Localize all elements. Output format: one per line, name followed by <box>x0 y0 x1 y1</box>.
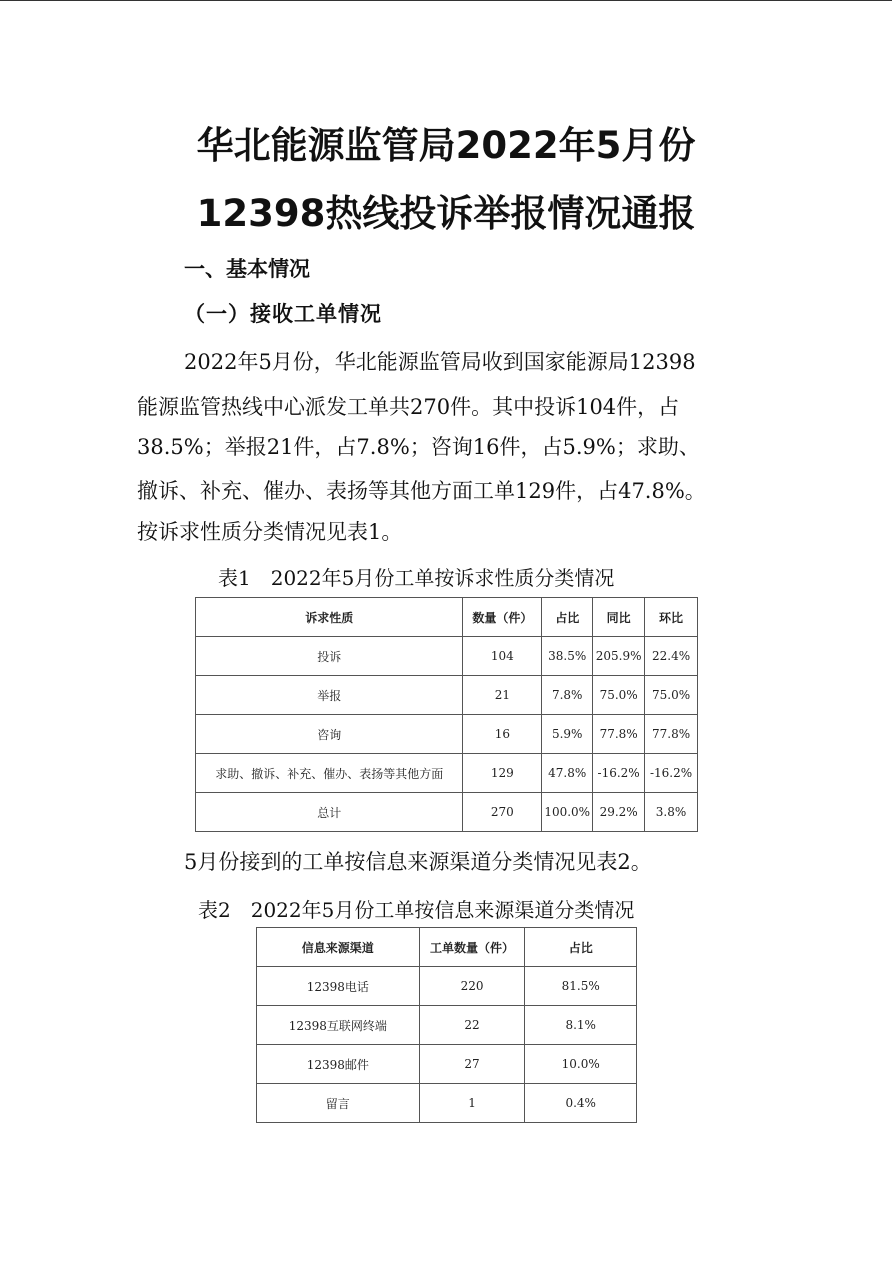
paragraph-line-2: 能源监管热线中心派发工单共270件。其中投诉104件，占 <box>137 395 680 419</box>
table-cell: 75.0% <box>645 676 698 715</box>
header-channel: 信息来源渠道 <box>257 928 420 967</box>
table1-caption: 表1 2022年5月份工单按诉求性质分类情况 <box>218 566 615 590</box>
table-row-total <box>196 793 698 832</box>
table2-intro-paragraph: 5月份接到的工单按信息来源渠道分类情况见表2。 <box>184 850 652 874</box>
header-mom: 环比 <box>645 598 698 637</box>
table-cell: 22.4% <box>645 637 698 676</box>
sub-section-heading: （一）接收工单情况 <box>184 302 382 326</box>
table-by-nature <box>195 597 698 832</box>
document-title-line-2: 12398热线投诉举报情况通报 <box>196 192 696 235</box>
table-cell: 29.2% <box>593 793 645 832</box>
table-cell: 留言 <box>257 1084 420 1123</box>
table-cell: 求助、撤诉、补充、催办、表扬等其他方面 <box>196 754 463 793</box>
table-cell: 104 <box>463 637 542 676</box>
header-ticket-count: 工单数量（件） <box>419 928 525 967</box>
table-cell: 77.8% <box>645 715 698 754</box>
table-cell: 129 <box>463 754 542 793</box>
table-cell: 7.8% <box>542 676 593 715</box>
paragraph-line-3: 38.5%；举报21件，占7.8%；咨询16件，占5.9%；求助、 <box>137 435 700 459</box>
table-cell: 12398电话 <box>257 967 420 1006</box>
table-cell: 16 <box>463 715 542 754</box>
table-cell: -16.2% <box>645 754 698 793</box>
table-cell: 100.0% <box>542 793 593 832</box>
table-row <box>196 715 698 754</box>
table-row <box>196 676 698 715</box>
table-row <box>196 637 698 676</box>
table-cell: 47.8% <box>542 754 593 793</box>
table-by-channel <box>256 927 637 1123</box>
table-cell: 咨询 <box>196 715 463 754</box>
table-row <box>196 754 698 793</box>
table2-caption: 表2 2022年5月份工单按信息来源渠道分类情况 <box>198 898 635 922</box>
table-cell: 10.0% <box>525 1045 637 1084</box>
table-cell: 举报 <box>196 676 463 715</box>
table-cell: 205.9% <box>593 637 645 676</box>
table-cell: 270 <box>463 793 542 832</box>
header-share: 占比 <box>542 598 593 637</box>
table-cell: 81.5% <box>525 967 637 1006</box>
table-cell: -16.2% <box>593 754 645 793</box>
paragraph-line-1: 2022年5月份，华北能源监管局收到国家能源局12398 <box>184 350 696 374</box>
table-row <box>257 1006 637 1045</box>
table-cell: 27 <box>419 1045 525 1084</box>
table-header-row <box>196 598 698 637</box>
header-nature: 诉求性质 <box>196 598 463 637</box>
table-row <box>257 1084 637 1123</box>
table-row <box>257 967 637 1006</box>
table-cell: 12398互联网终端 <box>257 1006 420 1045</box>
table-cell: 220 <box>419 967 525 1006</box>
header-yoy: 同比 <box>593 598 645 637</box>
table-cell: 0.4% <box>525 1084 637 1123</box>
header-count: 数量（件） <box>463 598 542 637</box>
table-cell: 8.1% <box>525 1006 637 1045</box>
table-cell: 5.9% <box>542 715 593 754</box>
table-cell: 38.5% <box>542 637 593 676</box>
table-cell: 3.8% <box>645 793 698 832</box>
paragraph-line-4: 撤诉、补充、催办、表扬等其他方面工单129件，占47.8%。 <box>137 479 706 503</box>
table-cell: 总计 <box>196 793 463 832</box>
table-header-row <box>257 928 637 967</box>
table-cell: 12398邮件 <box>257 1045 420 1084</box>
document-title-line-1: 华北能源监管局2022年5月份 <box>196 124 696 167</box>
table-cell: 77.8% <box>593 715 645 754</box>
table-cell: 投诉 <box>196 637 463 676</box>
table-cell: 21 <box>463 676 542 715</box>
table-cell: 22 <box>419 1006 525 1045</box>
header-share: 占比 <box>525 928 637 967</box>
table-cell: 75.0% <box>593 676 645 715</box>
table-row <box>257 1045 637 1084</box>
section-heading: 一、基本情况 <box>184 257 310 281</box>
table-cell: 1 <box>419 1084 525 1123</box>
paragraph-line-5: 按诉求性质分类情况见表1。 <box>137 520 403 544</box>
